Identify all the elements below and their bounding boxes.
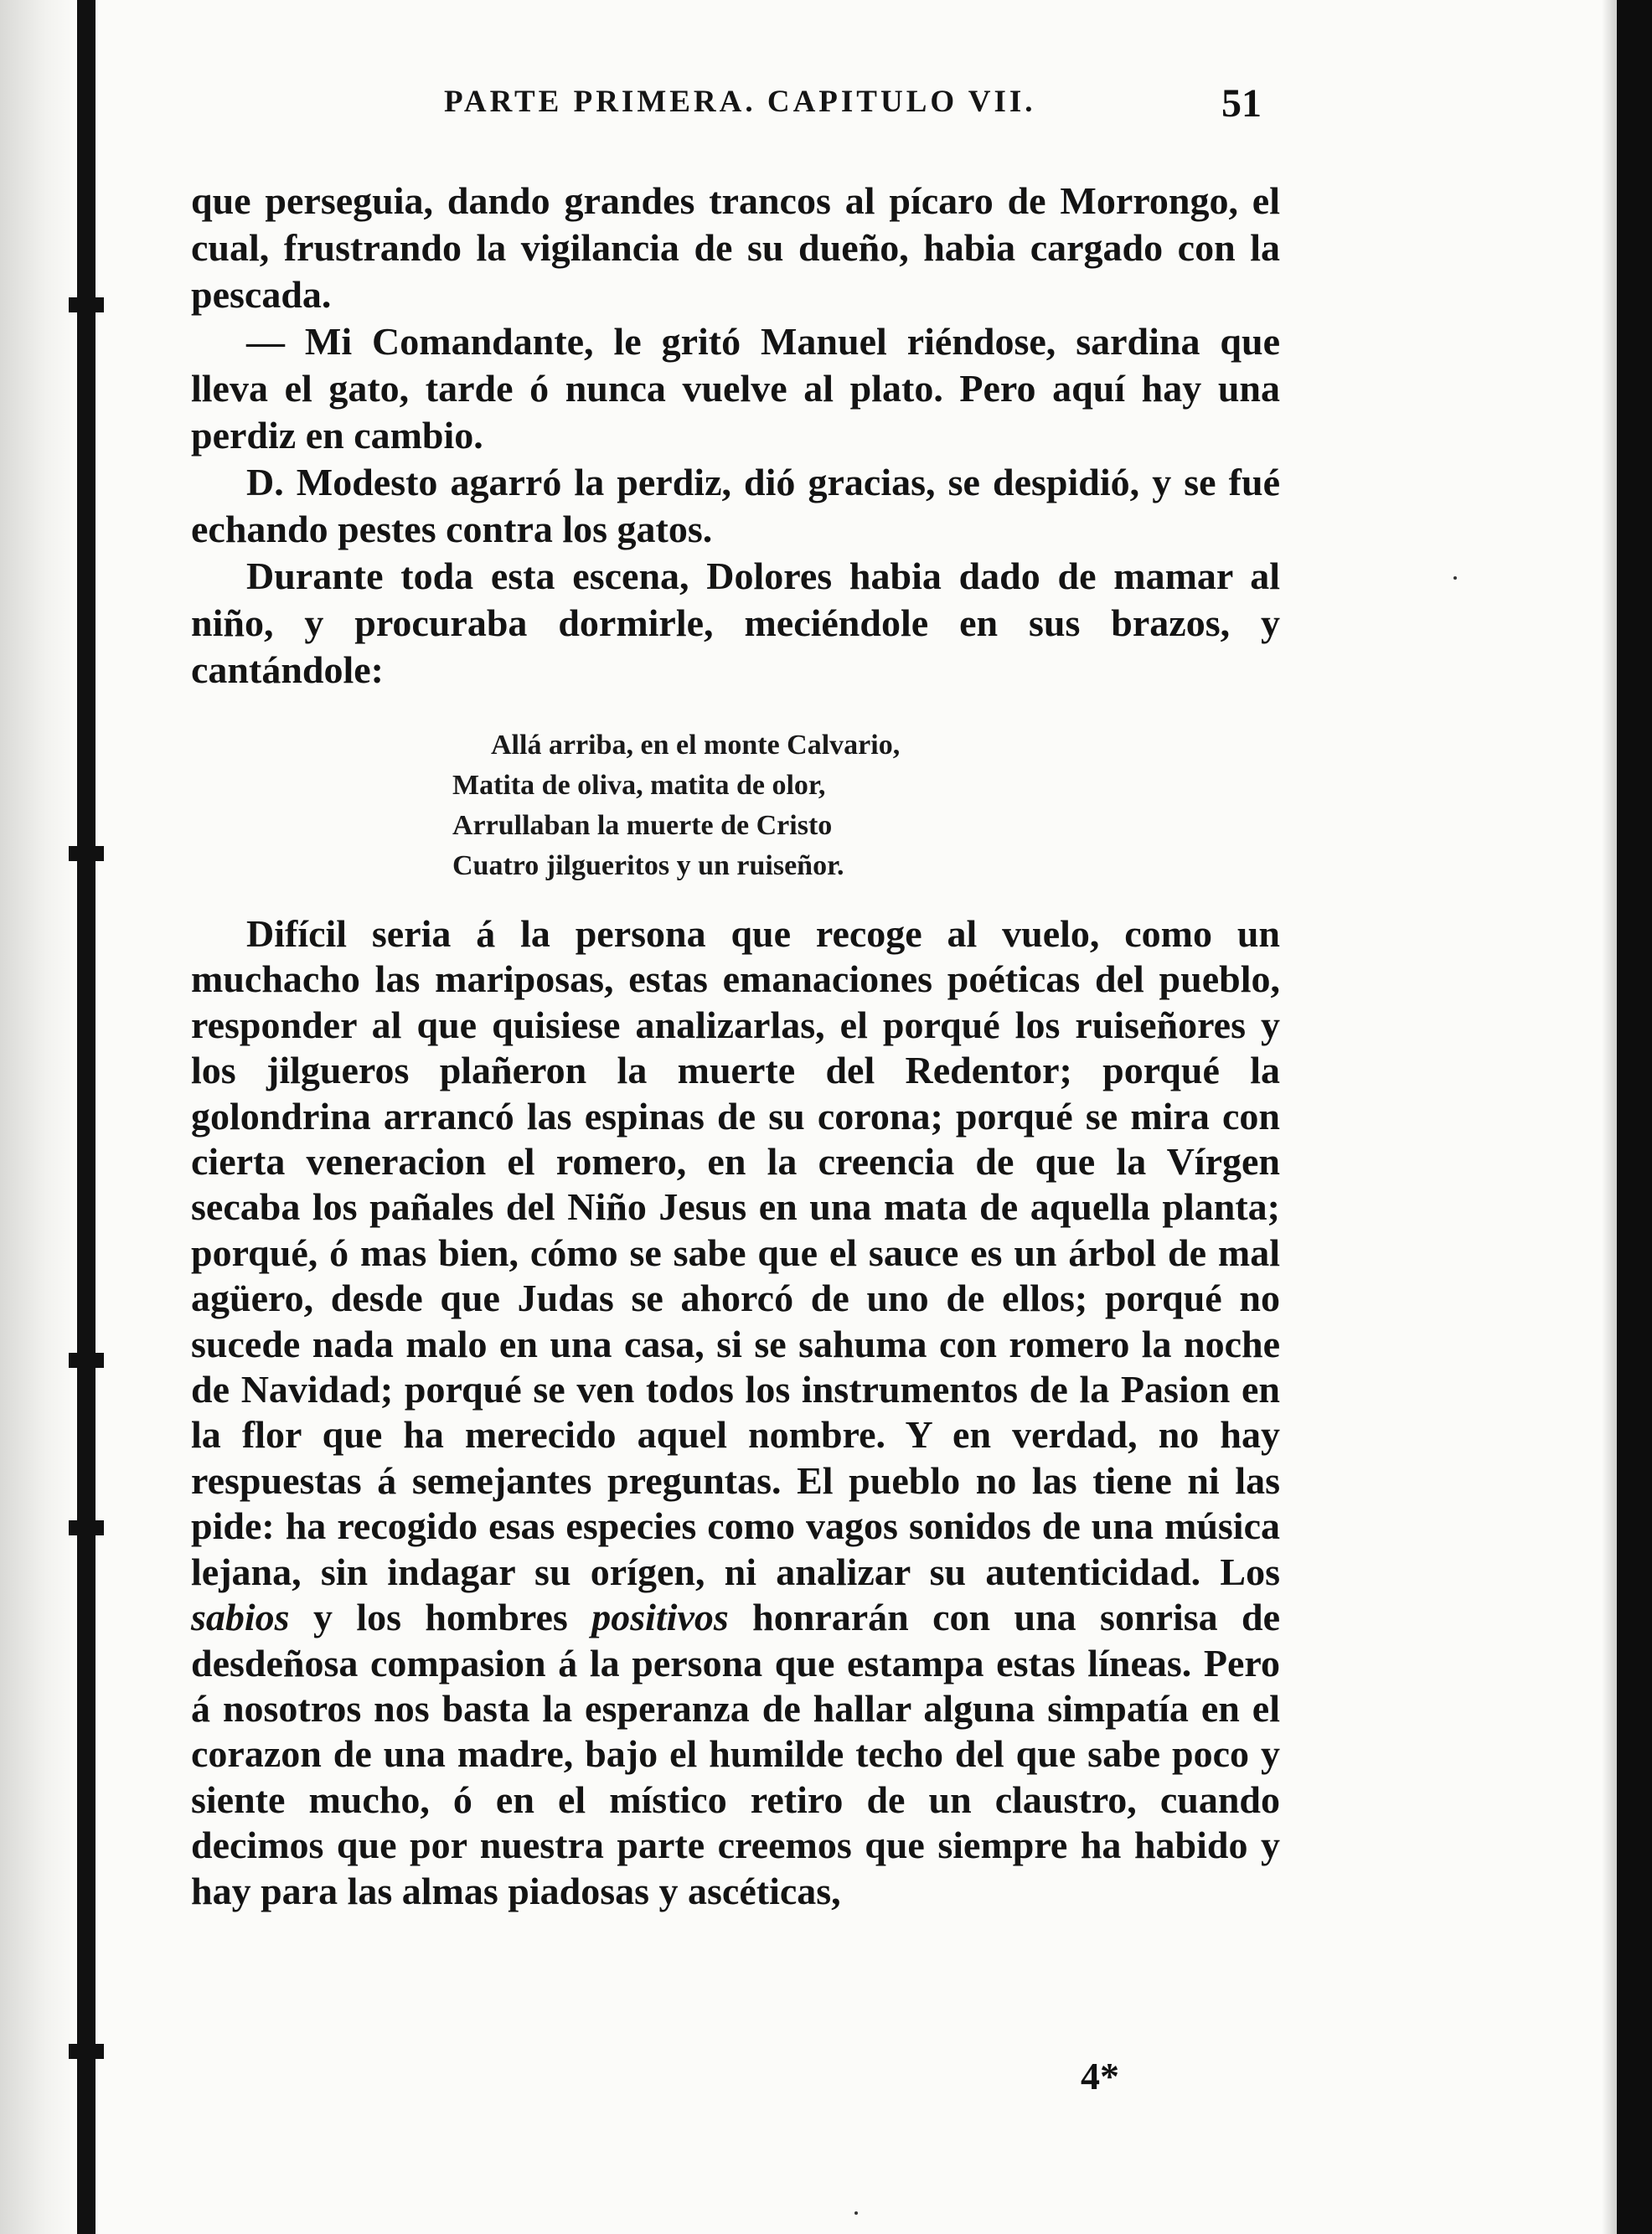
ink-speck xyxy=(854,2211,858,2215)
paragraph-main-part1: Difícil seria á la persona que recoge al vuelo, como un muchacho las mariposas, estas emanaciones poéticas del pueblo, responder al que quisiese analizarlas, el porqué los ruiseñores y los jilgueros plañeron la muerte del Redentor; porqué la golondrina arrancó las espinas de su corona; porqué se mira con cierta veneracion el romero, en la creencia de que la Vírgen secaba los pañales del Niño Jesus en una mata de aquella planta; porqué, ó mas bien, cómo se sabe que el sauce es un árbol de mal agüero, desde que Judas se ahorcó de uno de ellos; porqué no sucede nada malo en una casa, si se sahuma con romero la noche de Navidad; porqué se ven todos los instrumentos de la Pasion en la flor que ha merecido aquel nombre. Y en verdad, no hay respuestas á semejantes preguntas. El pueblo no las tiene ni las pide: ha recogido esas especies como vagos sonidos de una música lejana, sin indagar su orígen, ni analizar su autenticidad. Los xyxy=(191,912,1280,1593)
italic-word-positivos: positivos xyxy=(591,1596,729,1639)
poem-line: Cuatro jilgueritos y un ruiseñor. xyxy=(452,850,844,881)
page-edge xyxy=(1617,0,1652,2234)
lower-text-block xyxy=(191,911,1280,1914)
paragraph-modesto: D. Modesto agarró la perdiz, dió gracias, se despidió, y se fué echando pestes contra los gatos. xyxy=(191,461,1280,550)
binding-mark xyxy=(69,2044,104,2059)
binding-shadow xyxy=(0,0,77,2234)
poem-line: Matita de oliva, matita de olor, xyxy=(452,770,826,801)
paragraph-dialogue: — Mi Comandante, le gritó Manuel riéndose, sardina que lleva el gato, tarde ó nunca vuelve al plato. Pero aquí hay una perdiz en cambio. xyxy=(191,320,1280,457)
paragraph-main-part3: honrarán con una sonrisa de desdeñosa compasion á la persona que estampa estas líneas. Pero á nosotros nos basta la esperanza de hallar alguna simpatía en el corazon de una madre, bajo el humilde techo del que sabe poco y siente mucho, ó en el místico retiro de un claustro, cuando decimos que por nuestra parte creemos que siempre ha habido y hay para las almas piadosas y ascéticas, xyxy=(191,1596,1281,1912)
paragraph-dolores: Durante toda esta escena, Dolores habia dado de mamar al niño, y procuraba dormirle, meciéndole en sus brazos, y cantándole: xyxy=(191,555,1280,691)
paragraph-main xyxy=(191,911,1280,1914)
paragraph-main-part2: y los hombres xyxy=(312,1596,568,1639)
poem-verse xyxy=(452,725,900,886)
signature-mark: 4* xyxy=(1081,2055,1119,2097)
poem-line: Arrullaban la muerte de Cristo xyxy=(452,810,833,841)
binding-mark xyxy=(69,846,104,861)
ink-speck xyxy=(1453,576,1457,580)
upper-text-block xyxy=(191,178,1280,694)
poem-line: Allá arriba, en el monte Calvario, xyxy=(491,730,901,761)
page-number: 51 xyxy=(1221,81,1262,126)
binding-mark xyxy=(69,1353,104,1368)
paragraph-continuation: que perseguia, dando grandes trancos al pícaro de Morrongo, el cual, frustrando la vigilancia de su dueño, habia cargado con la pescada. xyxy=(191,179,1280,316)
italic-word-sabios: sabios xyxy=(191,1596,290,1639)
binding-edge xyxy=(77,0,96,2234)
running-header xyxy=(444,84,1298,120)
running-title: PARTE PRIMERA. CAPITULO VII. xyxy=(444,85,1036,119)
page-edge-shadow xyxy=(1602,0,1617,2234)
binding-mark xyxy=(69,1520,104,1535)
binding-mark xyxy=(69,297,104,312)
